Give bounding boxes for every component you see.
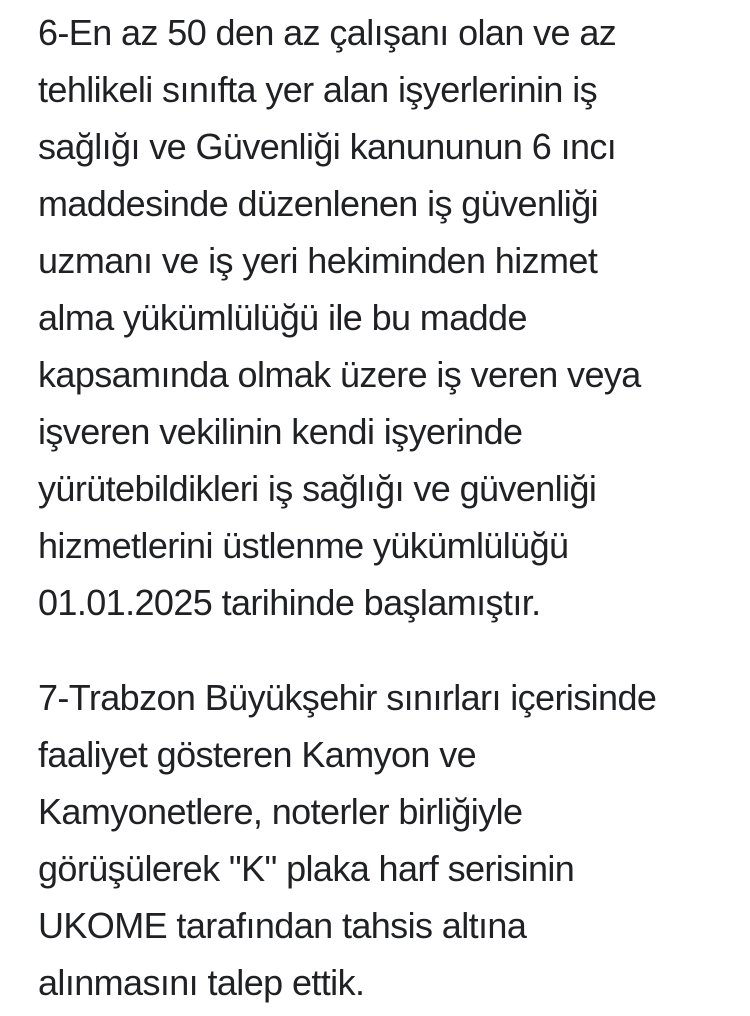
text-line: faaliyet gösteren Kamyon ve <box>38 734 477 775</box>
text-line: işveren vekilinin kendi işyerinde <box>38 411 523 452</box>
text-line: yürütebildikleri iş sağlığı ve güvenliği <box>38 468 597 509</box>
text-line: hizmetlerini üstlenme yükümlülüğü <box>38 525 569 566</box>
text-line: 7-Trabzon Büyükşehir sınırları içerisinde <box>38 677 657 718</box>
text-line: alma yükümlülüğü ile bu madde <box>38 297 527 338</box>
paragraph-item-6 <box>38 4 730 631</box>
text-line: Kamyonetlere, noterler birliğiyle <box>38 791 523 832</box>
text-line: kapsamında olmak üzere iş veren veya <box>38 354 641 395</box>
text-line: UKOME tarafından tahsis altına <box>38 905 527 946</box>
text-line: 01.01.2025 tarihinde başlamıştır. <box>38 582 541 623</box>
text-line: uzmanı ve iş yeri hekiminden hizmet <box>38 240 598 281</box>
text-line: sağlığı ve Güvenliği kanununun 6 ıncı <box>38 126 617 167</box>
text-line: alınmasını talep ettik. <box>38 962 365 1003</box>
text-line: maddesinde düzenlenen iş güvenliği <box>38 183 599 224</box>
paragraph-item-7 <box>38 669 730 1011</box>
text-line: tehlikeli sınıfta yer alan işyerlerinin iş <box>38 69 598 110</box>
text-line: görüşülerek "K" plaka harf serisinin <box>38 848 575 889</box>
text-line: 6-En az 50 den az çalışanı olan ve az <box>38 12 617 53</box>
